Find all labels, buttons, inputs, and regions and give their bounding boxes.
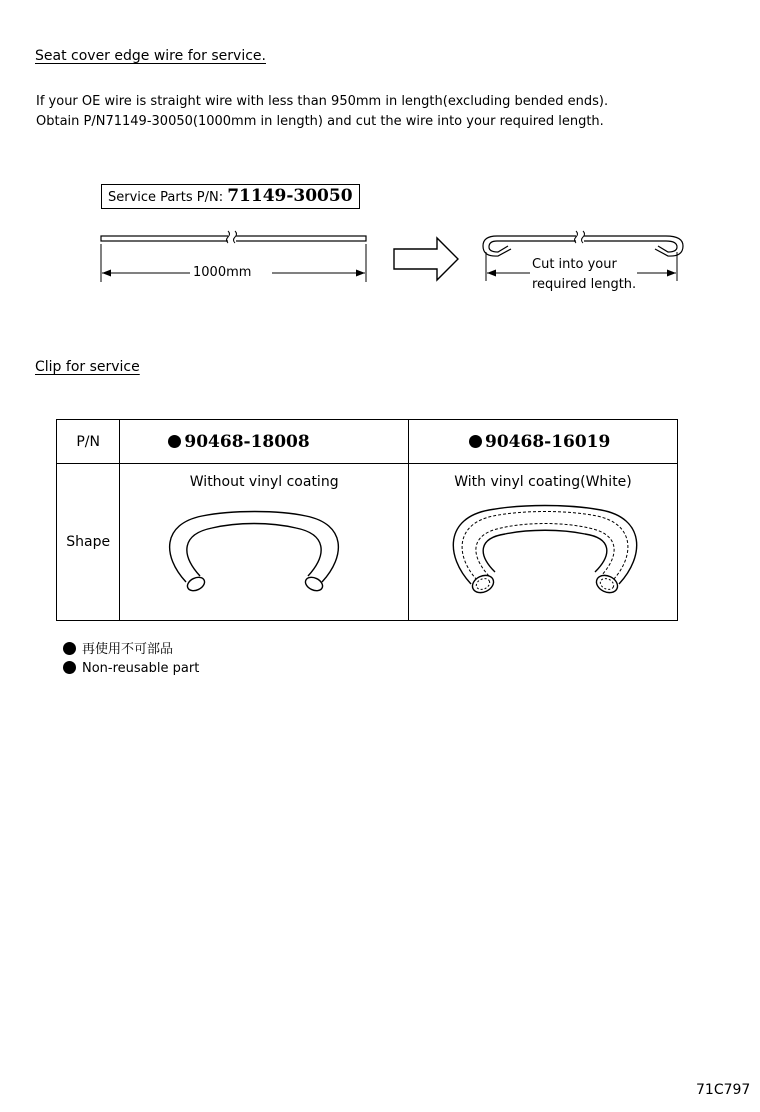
shape-header-cell (57, 464, 120, 621)
figure-code: 71C797 (696, 1082, 751, 1098)
legend-en-text: Non-reusable part (82, 661, 200, 676)
cut-caption-line-2: required length. (532, 277, 637, 292)
part2-shape-cell (409, 464, 678, 621)
non-reusable-dot-icon (63, 661, 76, 674)
pn-header-cell (57, 420, 120, 464)
part1-pn: 90468-18008 (184, 431, 310, 452)
edge-wire-diagram (0, 0, 760, 320)
part1-pn-cell (120, 420, 409, 464)
instruction-line-1: If your OE wire is straight wire with less than 950mm in length(excluding bended ends). (36, 94, 609, 109)
instruction-line-2: Obtain P/N71149-30050(1000mm in length) and cut the wire into your required length. (36, 114, 604, 129)
legend-english (63, 659, 199, 679)
bent-wire (483, 231, 683, 256)
arrow-right-icon (394, 238, 458, 280)
part2-pn-cell (409, 420, 678, 464)
section-heading-clip: Clip for service (35, 359, 140, 375)
service-part-label: Service Parts P/N: (108, 190, 228, 205)
straight-wire (101, 231, 366, 244)
shape-header: Shape (66, 534, 111, 550)
clip-uncoated-drawing (120, 494, 386, 604)
clip-table (56, 419, 678, 621)
non-reusable-dot-icon (63, 642, 76, 655)
legend-japanese (63, 640, 173, 660)
legend-jp-text: 再使用不可部品 (82, 642, 174, 657)
part2-pn: 90468-16019 (485, 431, 611, 452)
non-reusable-dot-icon (168, 435, 181, 448)
section-heading-edge-wire: Seat cover edge wire for service. (35, 48, 266, 64)
cut-caption-line-1: Cut into your (532, 257, 617, 272)
length-label: 1000mm (190, 265, 254, 280)
part2-desc: With vinyl coating(White) (454, 474, 632, 490)
part1-shape-cell (120, 464, 409, 621)
pn-header: P/N (76, 433, 100, 450)
clip-coated-drawing (409, 494, 677, 604)
part1-desc: Without vinyl coating (189, 474, 339, 490)
service-part-number: 71149-30050 (227, 186, 353, 206)
non-reusable-dot-icon (469, 435, 482, 448)
